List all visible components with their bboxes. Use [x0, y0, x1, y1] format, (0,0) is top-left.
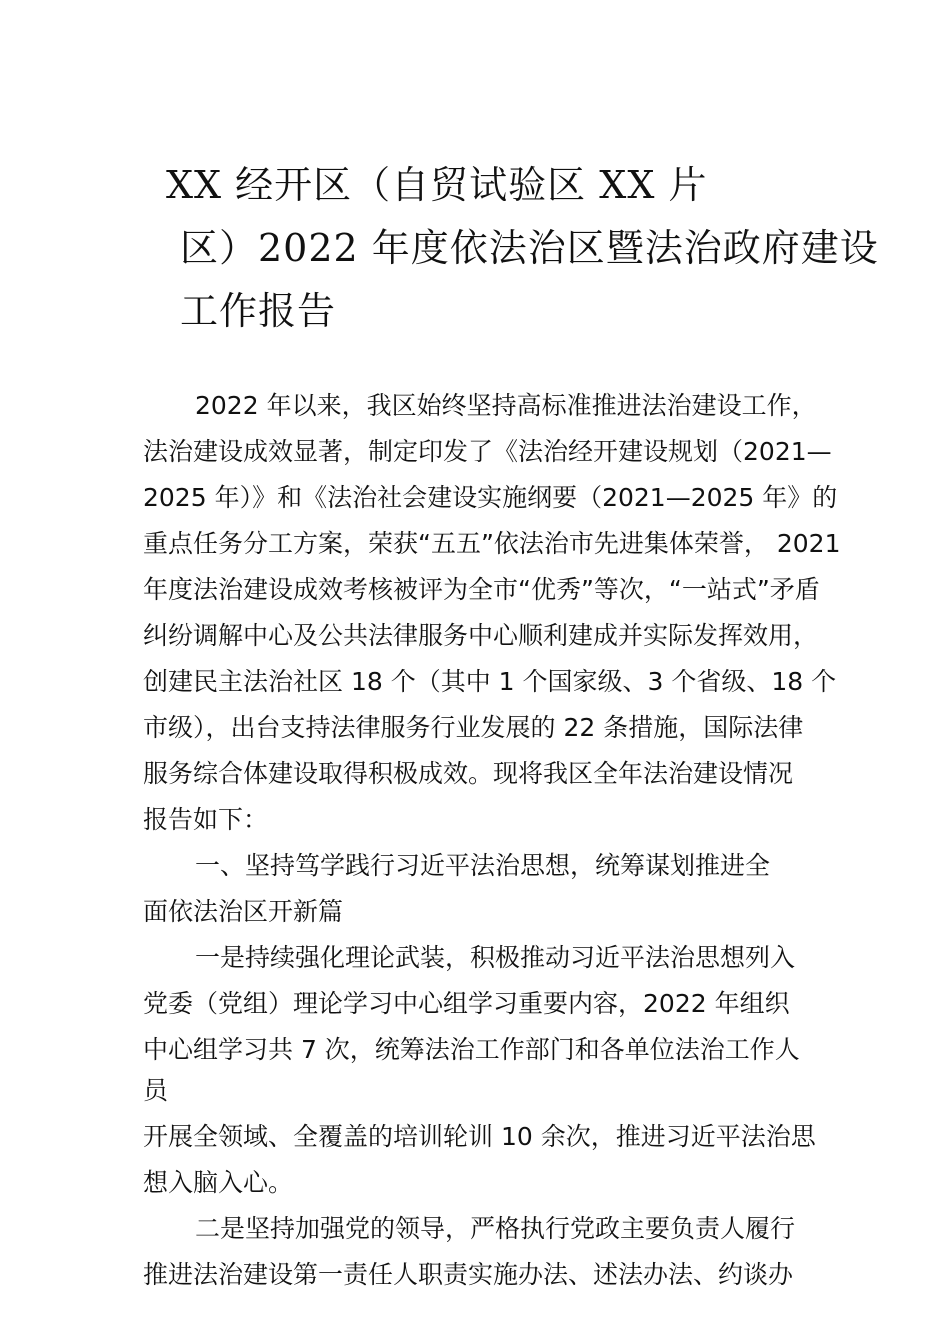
section-heading-1-line: 面依法治区开新篇 [143, 897, 344, 926]
paragraph-3-line: 二是坚持加强党的领导，严格执行党政主要负责人履行 [195, 1214, 796, 1243]
paragraph-2-line: 想入脑入心。 [143, 1168, 294, 1197]
paragraph-1-line: 法治建设成效显著，制定印发了《法治经开建设规划（2021— [143, 437, 832, 466]
paragraph-3-line: 推进法治建设第一责任人职责实施办法、述法办法、约谈办 [143, 1260, 794, 1289]
paragraph-1-line: 服务综合体建设取得积极成效。现将我区全年法治建设情况 [143, 759, 794, 788]
paragraph-1-line: 报告如下： [143, 805, 269, 834]
paragraph-1-line: 创建民主法治社区 18 个（其中 1 个国家级、3 个省级、18 个 [143, 667, 837, 696]
paragraph-2-line: 一是持续强化理论武装，积极推动习近平法治思想列入 [195, 943, 796, 972]
paragraph-2-line: 党委（党组）理论学习中心组学习重要内容，2022 年组织 [143, 989, 790, 1018]
paragraph-1-line: 年度法治建设成效考核被评为全市“优秀”等次，“一站式”矛盾 [143, 575, 820, 604]
document-title-line-2: 区）2022 年度依法治区暨法治政府建设 [180, 226, 879, 270]
paragraph-1-line: 2025 年）》和《法治社会建设实施纲要（2021—2025 年》的 [143, 483, 838, 512]
paragraph-2-line: 开展全领域、全覆盖的培训轮训 10 余次，推进习近平法治思 [143, 1122, 816, 1151]
paragraph-2-line: 中心组学习共 7 次，统筹法治工作部门和各单位法治工作人 [143, 1035, 800, 1064]
section-heading-1-line: 一、坚持笃学践行习近平法治思想，统筹谋划推进全 [195, 851, 771, 880]
paragraph-1-line: 纠纷调解中心及公共法律服务中心顺利建成并实际发挥效用， [143, 621, 819, 650]
paragraph-1-line: 重点任务分工方案，荣获“五五”依法治市先进集体荣誉， 2021 [143, 529, 841, 558]
paragraph-2-line: 员 [143, 1076, 169, 1105]
paragraph-1-line: 市级），出台支持法律服务行业发展的 22 条措施，国际法律 [143, 713, 804, 742]
document-title-line-1: XX 经开区（自贸试验区 XX 片 [166, 163, 708, 207]
paragraph-1-line: 2022 年以来，我区始终坚持高标准推进法治建设工作， [195, 391, 817, 420]
document-title-line-3: 工作报告 [180, 289, 337, 333]
